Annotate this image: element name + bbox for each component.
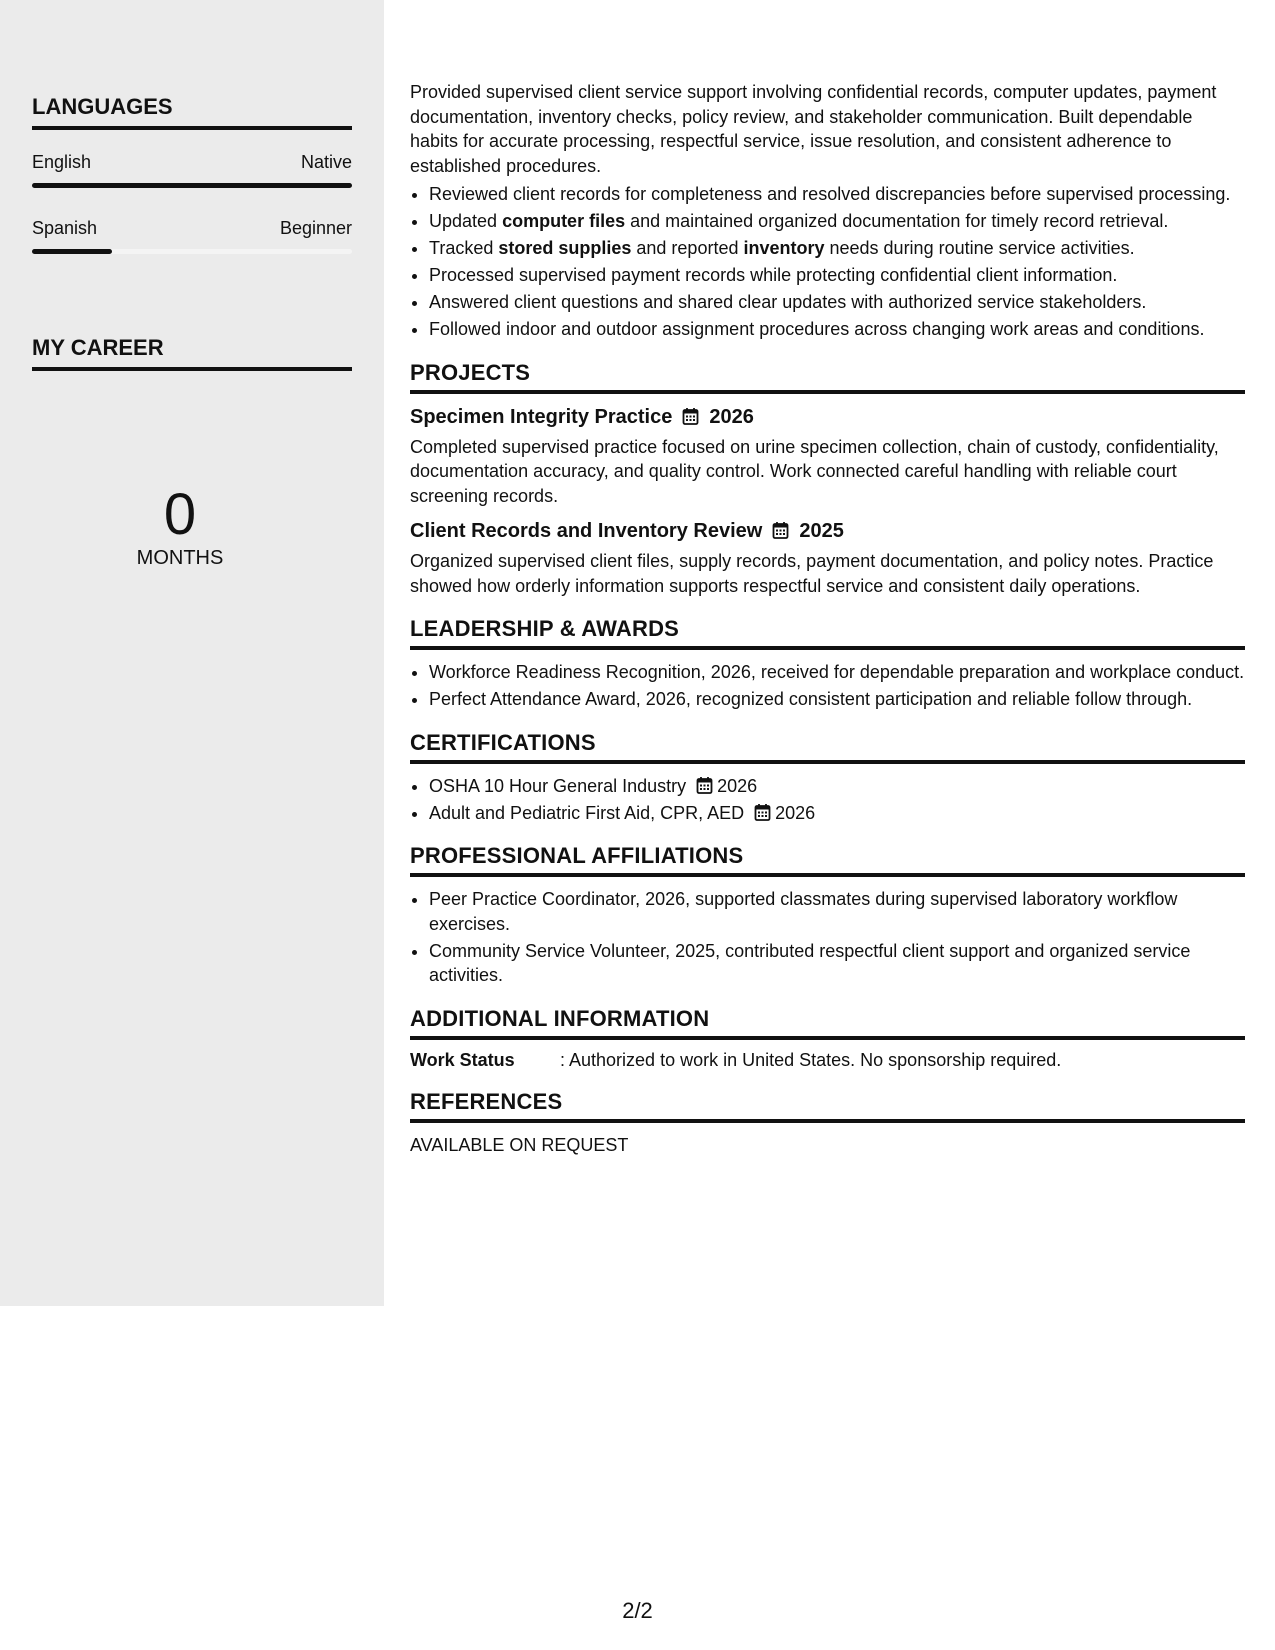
- calendar-icon: [682, 406, 699, 429]
- language-name: English: [32, 152, 92, 172]
- calendar-icon: [772, 520, 789, 543]
- references-text: AVAILABLE ON REQUEST: [410, 1134, 629, 1155]
- emphasis-text: inventory: [743, 238, 825, 258]
- experience-bullet: [429, 182, 1245, 207]
- bullet-text: Answered client questions and shared clear updates with authorized service stakeholders.: [429, 292, 1147, 312]
- calendar-icon: [696, 774, 713, 799]
- certifications-list: [410, 774, 1245, 826]
- project-year: 2025: [799, 520, 844, 542]
- project-description: Organized supervised client files, supply records, payment documentation, and policy notes. Practice showed how orderly information supports respectful service and consistent daily operations.: [410, 551, 1214, 596]
- experience-bullet: [429, 290, 1245, 315]
- work-status-label: Work Status: [410, 1049, 515, 1070]
- work-status-row: [410, 1050, 1245, 1071]
- project-title: Client Records and Inventory Review: [410, 520, 763, 542]
- language-item: [32, 152, 352, 188]
- certification-item: [429, 774, 1245, 799]
- list-item: • Community Service Volunteer, 2025, contributed respectful client support and organized service activities.: [429, 939, 1245, 988]
- language-level: Native: [300, 152, 352, 172]
- certification-name: • Adult and Pediatric First Aid, CPR, AED: [429, 802, 745, 823]
- language-name: Spanish: [32, 218, 98, 238]
- certification-year: 2026: [717, 775, 758, 796]
- experience-bullet: [429, 263, 1245, 288]
- certification-year: 2026: [775, 802, 816, 823]
- additional-info-heading: ADDITIONAL INFORMATION: [410, 1006, 1245, 1040]
- list-item: • Perfect Attendance Award, 2026, recognized consistent participation and reliable follow through.: [429, 687, 1245, 712]
- project-item: [410, 406, 1245, 509]
- sidebar: [0, 0, 384, 1306]
- leadership-list: [410, 660, 1245, 712]
- language-item: [32, 218, 352, 254]
- languages-section: [32, 94, 352, 254]
- career-section: [32, 335, 352, 371]
- list-item: • Peer Practice Coordinator, 2026, supported classmates during supervised laboratory workflow exercises.: [429, 887, 1245, 936]
- certification-item: [429, 801, 1245, 826]
- calendar-icon: [754, 801, 771, 826]
- affiliations-list: [410, 887, 1245, 988]
- career-unit: MONTHS: [136, 547, 224, 569]
- certification-name: • OSHA 10 Hour General Industry: [429, 775, 687, 796]
- bullet-text: needs during routine service activities.: [824, 238, 1135, 258]
- experience-bullet: [429, 317, 1245, 342]
- career-duration: [0, 482, 360, 570]
- emphasis-text: computer files: [502, 211, 626, 231]
- bullet-text: and maintained organized documentation for timely record retrieval.: [625, 211, 1169, 231]
- references-heading: REFERENCES: [410, 1089, 1245, 1123]
- list-item: • Workforce Readiness Recognition, 2026, received for dependable preparation and workplace conduct.: [429, 660, 1245, 685]
- bullet-text: Followed indoor and outdoor assignment procedures across changing work areas and conditions.: [429, 319, 1205, 339]
- bullet-text: Processed supervised payment records while protecting confidential client information.: [429, 265, 1118, 285]
- project-title: Specimen Integrity Practice: [410, 405, 673, 428]
- language-proficiency-bar: [32, 183, 352, 188]
- bullet-text: Tracked: [429, 238, 499, 258]
- bullet-text: Updated: [429, 211, 503, 231]
- experience-bullets: [410, 182, 1245, 342]
- page-number: 2/2: [622, 1598, 653, 1623]
- bullet-text: and reported: [631, 238, 744, 258]
- language-level: Beginner: [279, 218, 352, 238]
- certifications-heading: CERTIFICATIONS: [410, 730, 1245, 764]
- affiliations-heading: PROFESSIONAL AFFILIATIONS: [410, 843, 1245, 877]
- project-year: 2026: [709, 405, 754, 428]
- main-content: [410, 80, 1245, 1156]
- experience-bullet: [429, 236, 1245, 261]
- career-heading: MY CAREER: [32, 335, 352, 371]
- project-item: [410, 520, 1245, 598]
- language-proficiency-bar: [32, 249, 352, 254]
- language-proficiency-fill: [32, 183, 352, 188]
- work-status-value: : Authorized to work in United States. No sponsorship required.: [560, 1049, 1062, 1070]
- projects-heading: PROJECTS: [410, 360, 1245, 394]
- career-value: 0: [163, 482, 197, 547]
- project-description: Completed supervised practice focused on urine specimen collection, chain of custody, confidentiality, documentation accuracy, and quality control. Work connected careful handling with reliable court screening records.: [410, 436, 1219, 506]
- bullet-text: Reviewed client records for completeness and resolved discrepancies before supervised processing.: [429, 184, 1231, 204]
- experience-summary: Provided supervised client service support involving confidential records, computer updates, payment documentation, inventory checks, policy review, and stakeholder communication. Built dependable habits for accurate processing, respectful service, issue resolution, and consistent adherence to established procedures.: [410, 82, 1217, 176]
- experience-bullet: [429, 209, 1245, 234]
- leadership-heading: LEADERSHIP & AWARDS: [410, 616, 1245, 650]
- languages-heading: LANGUAGES: [32, 94, 352, 130]
- language-proficiency-fill: [32, 249, 112, 254]
- emphasis-text: stored supplies: [498, 238, 632, 258]
